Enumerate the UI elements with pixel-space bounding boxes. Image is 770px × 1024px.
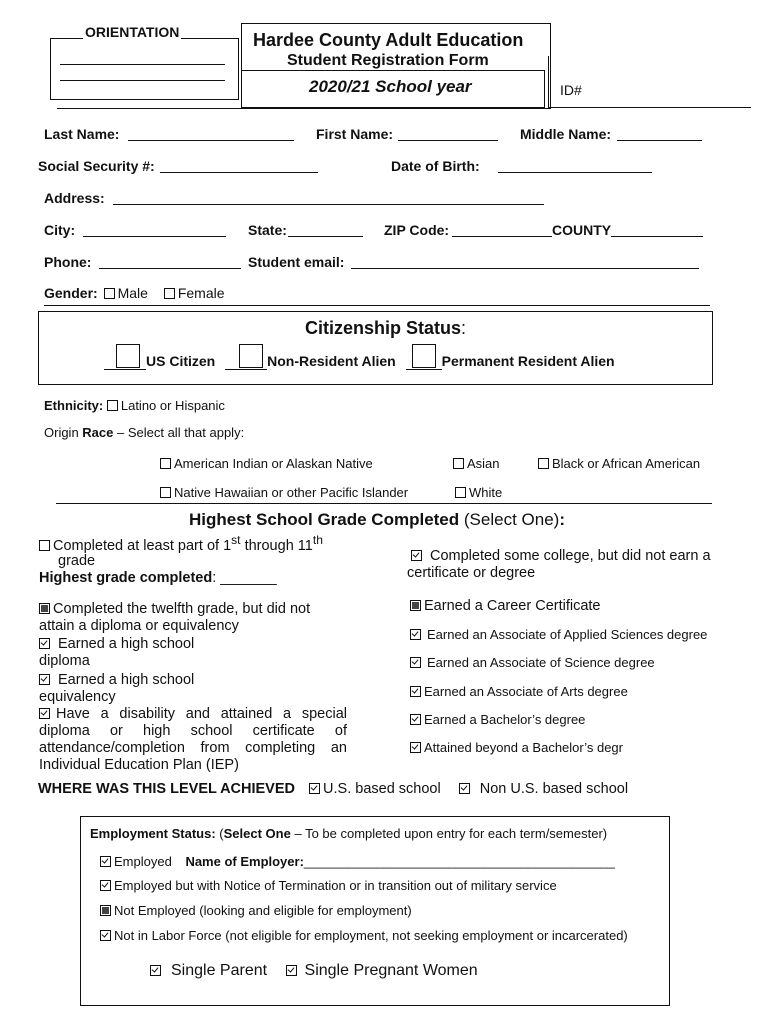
white-option xyxy=(455,485,502,500)
origin-race-row xyxy=(44,425,244,440)
last-name-field[interactable] xyxy=(128,140,294,141)
hawaiian-checkbox[interactable] xyxy=(160,487,171,498)
school-year: 2020/21 School year xyxy=(309,77,472,96)
dob-label: Date of Birth: xyxy=(391,158,480,174)
grade-title-row xyxy=(189,510,565,530)
grade-r6: Earned a Bachelor’s degree xyxy=(410,712,585,727)
gender-label: Gender: xyxy=(44,285,98,301)
orientation-label: ORIENTATION xyxy=(85,24,180,40)
grade-opt1-sup1: st xyxy=(231,533,241,547)
form-title: Hardee County Adult Education xyxy=(253,30,524,50)
grade-opt1-sup2: th xyxy=(312,533,323,547)
black-checkbox[interactable] xyxy=(538,458,549,469)
us-school-label: U.S. based school xyxy=(323,781,441,797)
grade-opt1-row xyxy=(39,533,323,554)
us-citizen-checkbox[interactable] xyxy=(116,344,140,368)
origin-suffix: – Select all that apply: xyxy=(113,425,245,440)
grade-r5-checkbox[interactable] xyxy=(410,686,421,697)
first-name-field[interactable] xyxy=(398,140,498,141)
single-status-row xyxy=(150,962,478,980)
first-name-label: First Name: xyxy=(316,126,394,142)
city-field[interactable] xyxy=(83,236,226,237)
grade-opt1-a: Completed at least part of 1 xyxy=(53,537,232,554)
origin-prefix: Origin xyxy=(44,425,83,440)
highest-grade-row xyxy=(39,570,277,586)
grade-opt1-c: grade xyxy=(58,553,96,569)
middle-name-field[interactable] xyxy=(617,140,702,141)
hawaiian-label: Native Hawaiian or other Pacific Islander xyxy=(174,485,409,500)
employment-title-row: Employment Status: (Select One – To be completed upon entry for each term/semester) xyxy=(90,826,608,841)
grade-opt1-checkbox[interactable] xyxy=(39,540,50,551)
grade-colon: : xyxy=(559,510,565,529)
female-checkbox[interactable] xyxy=(164,288,175,299)
male-checkbox[interactable] xyxy=(104,288,115,299)
employer-label: Name of Employer: xyxy=(185,854,304,869)
grade-opt2: Completed the twelfth grade, but did not attain a diploma or equivalency xyxy=(39,601,311,634)
not-labor-checkbox[interactable] xyxy=(100,930,111,941)
grade-opt5-checkbox[interactable] xyxy=(39,708,50,719)
email-label: Student email: xyxy=(248,254,345,270)
single-parent-checkbox[interactable] xyxy=(150,965,161,976)
black-option xyxy=(538,456,700,471)
female-label: Female xyxy=(177,285,225,301)
not-employed-checkbox[interactable] xyxy=(100,905,111,916)
ethnicity-row xyxy=(44,398,225,413)
white-checkbox[interactable] xyxy=(455,487,466,498)
employed-checkbox[interactable] xyxy=(100,856,111,867)
phone-field[interactable] xyxy=(99,268,241,269)
black-label: Black or African American xyxy=(552,456,701,471)
grade-r2: Earned a Career Certificate xyxy=(410,598,601,614)
grade-opt3: Earned a high school diploma xyxy=(39,636,195,669)
grade-opt2-checkbox[interactable] xyxy=(39,603,50,614)
employer-field[interactable]: ___________________________________________ xyxy=(303,854,615,869)
grade-opt4-checkbox[interactable] xyxy=(39,674,50,685)
origin-race: Race xyxy=(82,425,114,440)
phone-label: Phone: xyxy=(44,254,92,270)
grade-r3-checkbox[interactable] xyxy=(410,629,421,640)
last-name-label: Last Name: xyxy=(44,126,120,142)
county-label: COUNTY xyxy=(552,222,612,238)
state-field[interactable] xyxy=(288,236,363,237)
ethnicity-divider xyxy=(56,503,712,504)
dob-field[interactable] xyxy=(498,172,652,173)
grade-opt4: Earned a high school equivalency xyxy=(39,672,195,705)
grade-select: (Select One) xyxy=(459,510,560,529)
asian-option xyxy=(453,456,500,471)
orientation-line-2 xyxy=(60,80,225,81)
address-label: Address: xyxy=(44,190,105,206)
termination-checkbox[interactable] xyxy=(100,880,111,891)
employment-select-one: Select One xyxy=(223,826,291,841)
orientation-box xyxy=(50,38,239,100)
grade-r1-checkbox[interactable] xyxy=(411,550,422,561)
highest-grade-field[interactable]: : _______ xyxy=(212,570,277,586)
non-us-school-checkbox[interactable] xyxy=(459,783,470,794)
county-field[interactable] xyxy=(611,236,703,237)
asian-checkbox[interactable] xyxy=(453,458,464,469)
grade-r7: Attained beyond a Bachelor’s degr xyxy=(410,740,623,755)
zip-field[interactable] xyxy=(452,236,552,237)
form-subtitle: Student Registration Form xyxy=(287,52,489,69)
email-field[interactable] xyxy=(351,268,699,269)
non-us-school-label: Non U.S. based school xyxy=(479,781,629,797)
grade-opt5: Have a disability and attained a special diploma or high school certificate of attendance/completion from completing an Individual Education Plan (IEP) xyxy=(39,706,347,773)
grade-opt3-checkbox[interactable] xyxy=(39,638,50,649)
ssn-label: Social Security #: xyxy=(38,158,155,174)
grade-r2-checkbox[interactable] xyxy=(410,600,421,611)
grade-title: Highest School Grade Completed xyxy=(189,510,460,529)
zip-label: ZIP Code: xyxy=(384,222,450,238)
grade-r1: Completed some college, but did not earn a certificate or degree xyxy=(407,548,711,581)
not-employed-row: Not Employed (looking and eligible for employment) xyxy=(100,903,412,918)
employment-title: Employment Status: xyxy=(90,826,216,841)
grade-r4: Earned an Associate of Science degree xyxy=(410,655,655,670)
white-label: White xyxy=(469,485,503,500)
citizenship-title-row xyxy=(305,318,466,339)
latino-label: Latino or Hispanic xyxy=(120,398,225,413)
single-pregnant-checkbox[interactable] xyxy=(286,965,297,976)
employed-label: Employed xyxy=(114,854,172,869)
permanent-resident-label: Permanent Resident Alien xyxy=(441,353,615,369)
ethnicity-label: Ethnicity: xyxy=(44,398,104,413)
latino-checkbox[interactable] xyxy=(107,400,118,411)
ssn-field[interactable] xyxy=(160,172,318,173)
not-labor-row: Not in Labor Force (not eligible for employment, not seeking employment or incarcerated) xyxy=(100,928,628,943)
citizenship-options xyxy=(104,344,615,370)
american-indian-checkbox[interactable] xyxy=(160,458,171,469)
grade-r6-checkbox[interactable] xyxy=(410,714,421,725)
single-parent-label: Single Parent xyxy=(171,962,268,979)
header-divider xyxy=(57,108,547,109)
where-achieved-row xyxy=(38,781,628,797)
orientation-line-1 xyxy=(60,64,225,65)
gender-row xyxy=(44,285,225,301)
where-achieved-label: WHERE WAS THIS LEVEL ACHIEVED xyxy=(38,781,295,797)
address-field[interactable] xyxy=(113,204,544,205)
highest-grade-label: Highest grade completed xyxy=(39,570,213,586)
middle-name-label: Middle Name: xyxy=(520,126,612,142)
id-label: ID# xyxy=(560,82,582,98)
grade-r5: Earned an Associate of Arts degree xyxy=(410,684,628,699)
us-citizen-label: US Citizen xyxy=(146,353,216,369)
termination-row: Employed but with Notice of Termination or in transition out of military service xyxy=(100,878,557,893)
non-resident-label: Non-Resident Alien xyxy=(267,353,396,369)
grade-opt1-b: through 11 xyxy=(240,537,313,554)
male-label: Male xyxy=(117,285,148,301)
city-label: City: xyxy=(44,222,76,238)
gender-divider xyxy=(44,305,710,306)
american-indian-option xyxy=(160,456,373,471)
grade-r4-checkbox[interactable] xyxy=(410,657,421,668)
state-label: State: xyxy=(248,222,287,238)
hawaiian-option xyxy=(160,485,408,500)
citizenship-title: Citizenship Status xyxy=(305,318,462,338)
single-pregnant-label: Single Pregnant Women xyxy=(304,962,478,979)
employed-row xyxy=(100,854,615,869)
non-resident-checkbox[interactable] xyxy=(239,344,263,368)
us-school-checkbox[interactable] xyxy=(309,783,320,794)
asian-label: Asian xyxy=(467,456,500,471)
citizenship-colon: : xyxy=(461,318,467,338)
grade-r3: Earned an Associate of Applied Sciences degree xyxy=(410,627,707,642)
american-indian-label: American Indian or Alaskan Native xyxy=(174,456,373,471)
grade-r7-checkbox[interactable] xyxy=(410,742,421,753)
permanent-resident-checkbox[interactable] xyxy=(412,344,436,368)
